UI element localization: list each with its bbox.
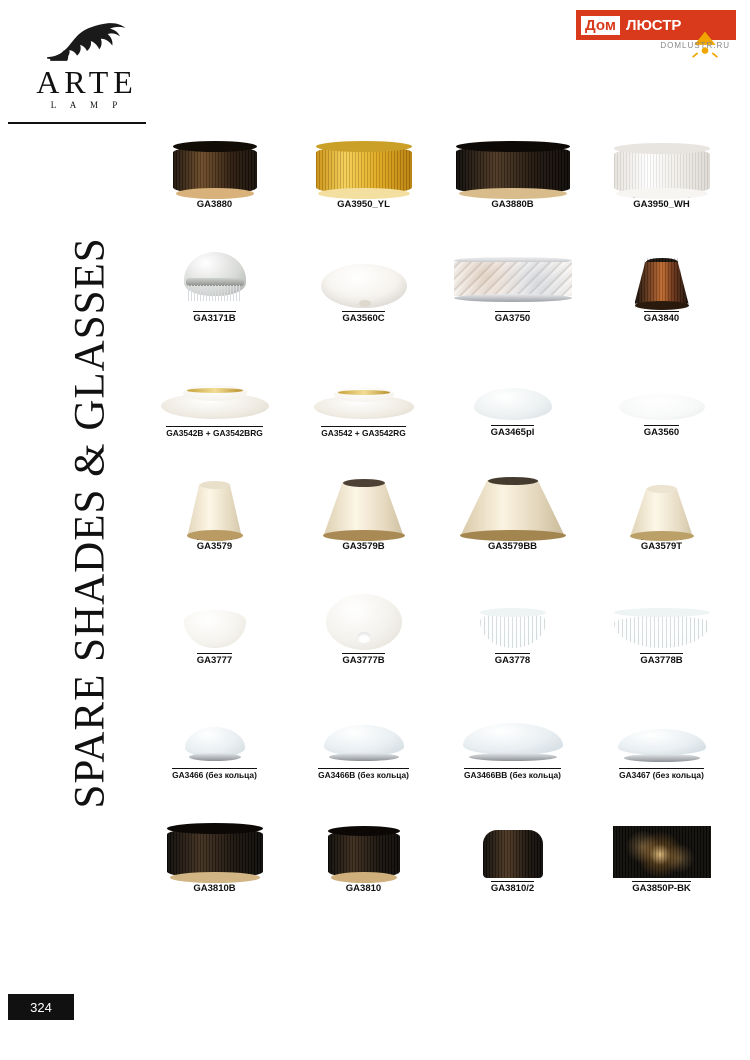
product-code: GA3579B (342, 540, 385, 552)
product-code: GA3466B (без кольца) (318, 769, 409, 780)
watermark-domain: DOMLUSTR.RU (660, 41, 730, 50)
product-image-GA3950_YL (294, 112, 434, 194)
product-image-GA3810B (145, 796, 285, 878)
product-cell[interactable] (438, 552, 587, 666)
product-image-GA3579 (145, 454, 285, 536)
product-image-GA3810-2 (443, 796, 583, 878)
brand-name: ARTE (36, 64, 138, 100)
product-image-GA3465pl (443, 340, 583, 422)
product-cell[interactable] (289, 552, 438, 666)
product-cell[interactable] (140, 96, 289, 210)
product-cell[interactable] (140, 552, 289, 666)
product-image-GA3579BB (443, 454, 583, 536)
product-image-GA3778B (592, 568, 732, 650)
product-code: GA3579T (640, 540, 683, 552)
brand-subtitle: L A M P (50, 100, 124, 110)
product-image-GA3950_WH (592, 112, 732, 194)
griffin-logo-icon (41, 18, 133, 64)
product-code: GA3171B (193, 312, 236, 324)
product-image-GA3542B (145, 341, 285, 423)
watermark-word2: ЛЮСТР (625, 16, 682, 34)
product-cell[interactable] (438, 780, 587, 894)
product-image-GA3560 (592, 340, 732, 422)
product-code: GA3579BB (487, 540, 538, 552)
product-code: GA3850P-BK (632, 882, 691, 894)
product-image-GA3466B (294, 683, 434, 765)
product-image-GA3777B (294, 568, 434, 650)
vertical-title-wrap (66, 55, 115, 855)
product-image-GA3579B (294, 454, 434, 536)
product-cell[interactable] (438, 666, 587, 780)
product-code: GA3579 (196, 540, 233, 552)
product-cell[interactable] (140, 438, 289, 552)
side-rule (8, 122, 146, 124)
product-code: GA3542 + GA3542RG (321, 427, 406, 438)
product-image-GA3777 (145, 568, 285, 650)
product-code: GA3466BB (без кольца) (464, 769, 561, 780)
product-image-GA3880B (443, 112, 583, 194)
product-code: GA3465pl (490, 426, 535, 438)
product-image-GA3850P-BK (592, 796, 732, 878)
product-code: GA3560 (643, 426, 680, 438)
product-cell[interactable] (289, 438, 438, 552)
product-image-GA3778 (443, 568, 583, 650)
product-cell[interactable] (289, 324, 438, 438)
product-code: GA3778B (640, 654, 683, 666)
product-code: GA3950_YL (337, 198, 390, 210)
product-code: GA3810B (193, 882, 236, 894)
product-code: GA3750 (494, 312, 531, 324)
product-image-GA3171B (145, 226, 285, 308)
product-image-GA3579T (592, 454, 732, 536)
product-image-GA3750 (443, 226, 583, 308)
product-code: GA3840 (643, 312, 680, 324)
product-cell[interactable] (438, 210, 587, 324)
page-number: 324 (8, 994, 74, 1020)
brand-logo (22, 18, 152, 110)
product-image-GA3466BB (443, 683, 583, 765)
product-code: GA3810/2 (490, 882, 535, 894)
product-image-GA3840 (592, 226, 732, 308)
product-cell[interactable] (140, 324, 289, 438)
watermark (576, 10, 736, 58)
product-cell[interactable] (438, 324, 587, 438)
product-cell[interactable] (140, 666, 289, 780)
product-cell[interactable] (587, 438, 736, 552)
product-cell[interactable] (438, 438, 587, 552)
product-grid (140, 96, 738, 894)
product-code: GA3466 (без кольца) (172, 769, 257, 780)
product-cell[interactable] (587, 324, 736, 438)
product-cell[interactable] (587, 552, 736, 666)
product-image-GA3466 (145, 683, 285, 765)
watermark-word1: Дом (581, 16, 620, 35)
product-cell[interactable] (289, 666, 438, 780)
product-cell[interactable] (289, 780, 438, 894)
product-image-GA3542 (294, 341, 434, 423)
page-title: SPARE SHADES & GLASSES (66, 237, 114, 809)
product-code: GA3467 (без кольца) (619, 769, 704, 780)
product-cell[interactable] (587, 96, 736, 210)
product-cell[interactable] (587, 210, 736, 324)
product-cell[interactable] (438, 96, 587, 210)
product-cell[interactable] (289, 210, 438, 324)
product-code: GA3810 (345, 882, 382, 894)
product-image-GA3560C (294, 226, 434, 308)
product-code: GA3777B (342, 654, 385, 666)
product-code: GA3880B (491, 198, 534, 210)
product-cell[interactable] (289, 96, 438, 210)
product-code: GA3950_WH (633, 198, 690, 210)
product-code: GA3777 (196, 654, 233, 666)
product-cell[interactable] (140, 780, 289, 894)
product-image-GA3810 (294, 796, 434, 878)
product-cell[interactable] (587, 666, 736, 780)
product-code: GA3880 (196, 198, 233, 210)
product-code: GA3778 (494, 654, 531, 666)
product-cell[interactable] (140, 210, 289, 324)
product-code: GA3560C (342, 312, 385, 324)
product-image-GA3467 (592, 683, 732, 765)
product-code: GA3542B + GA3542BRG (166, 427, 263, 438)
product-cell[interactable] (587, 780, 736, 894)
product-image-GA3880 (145, 112, 285, 194)
